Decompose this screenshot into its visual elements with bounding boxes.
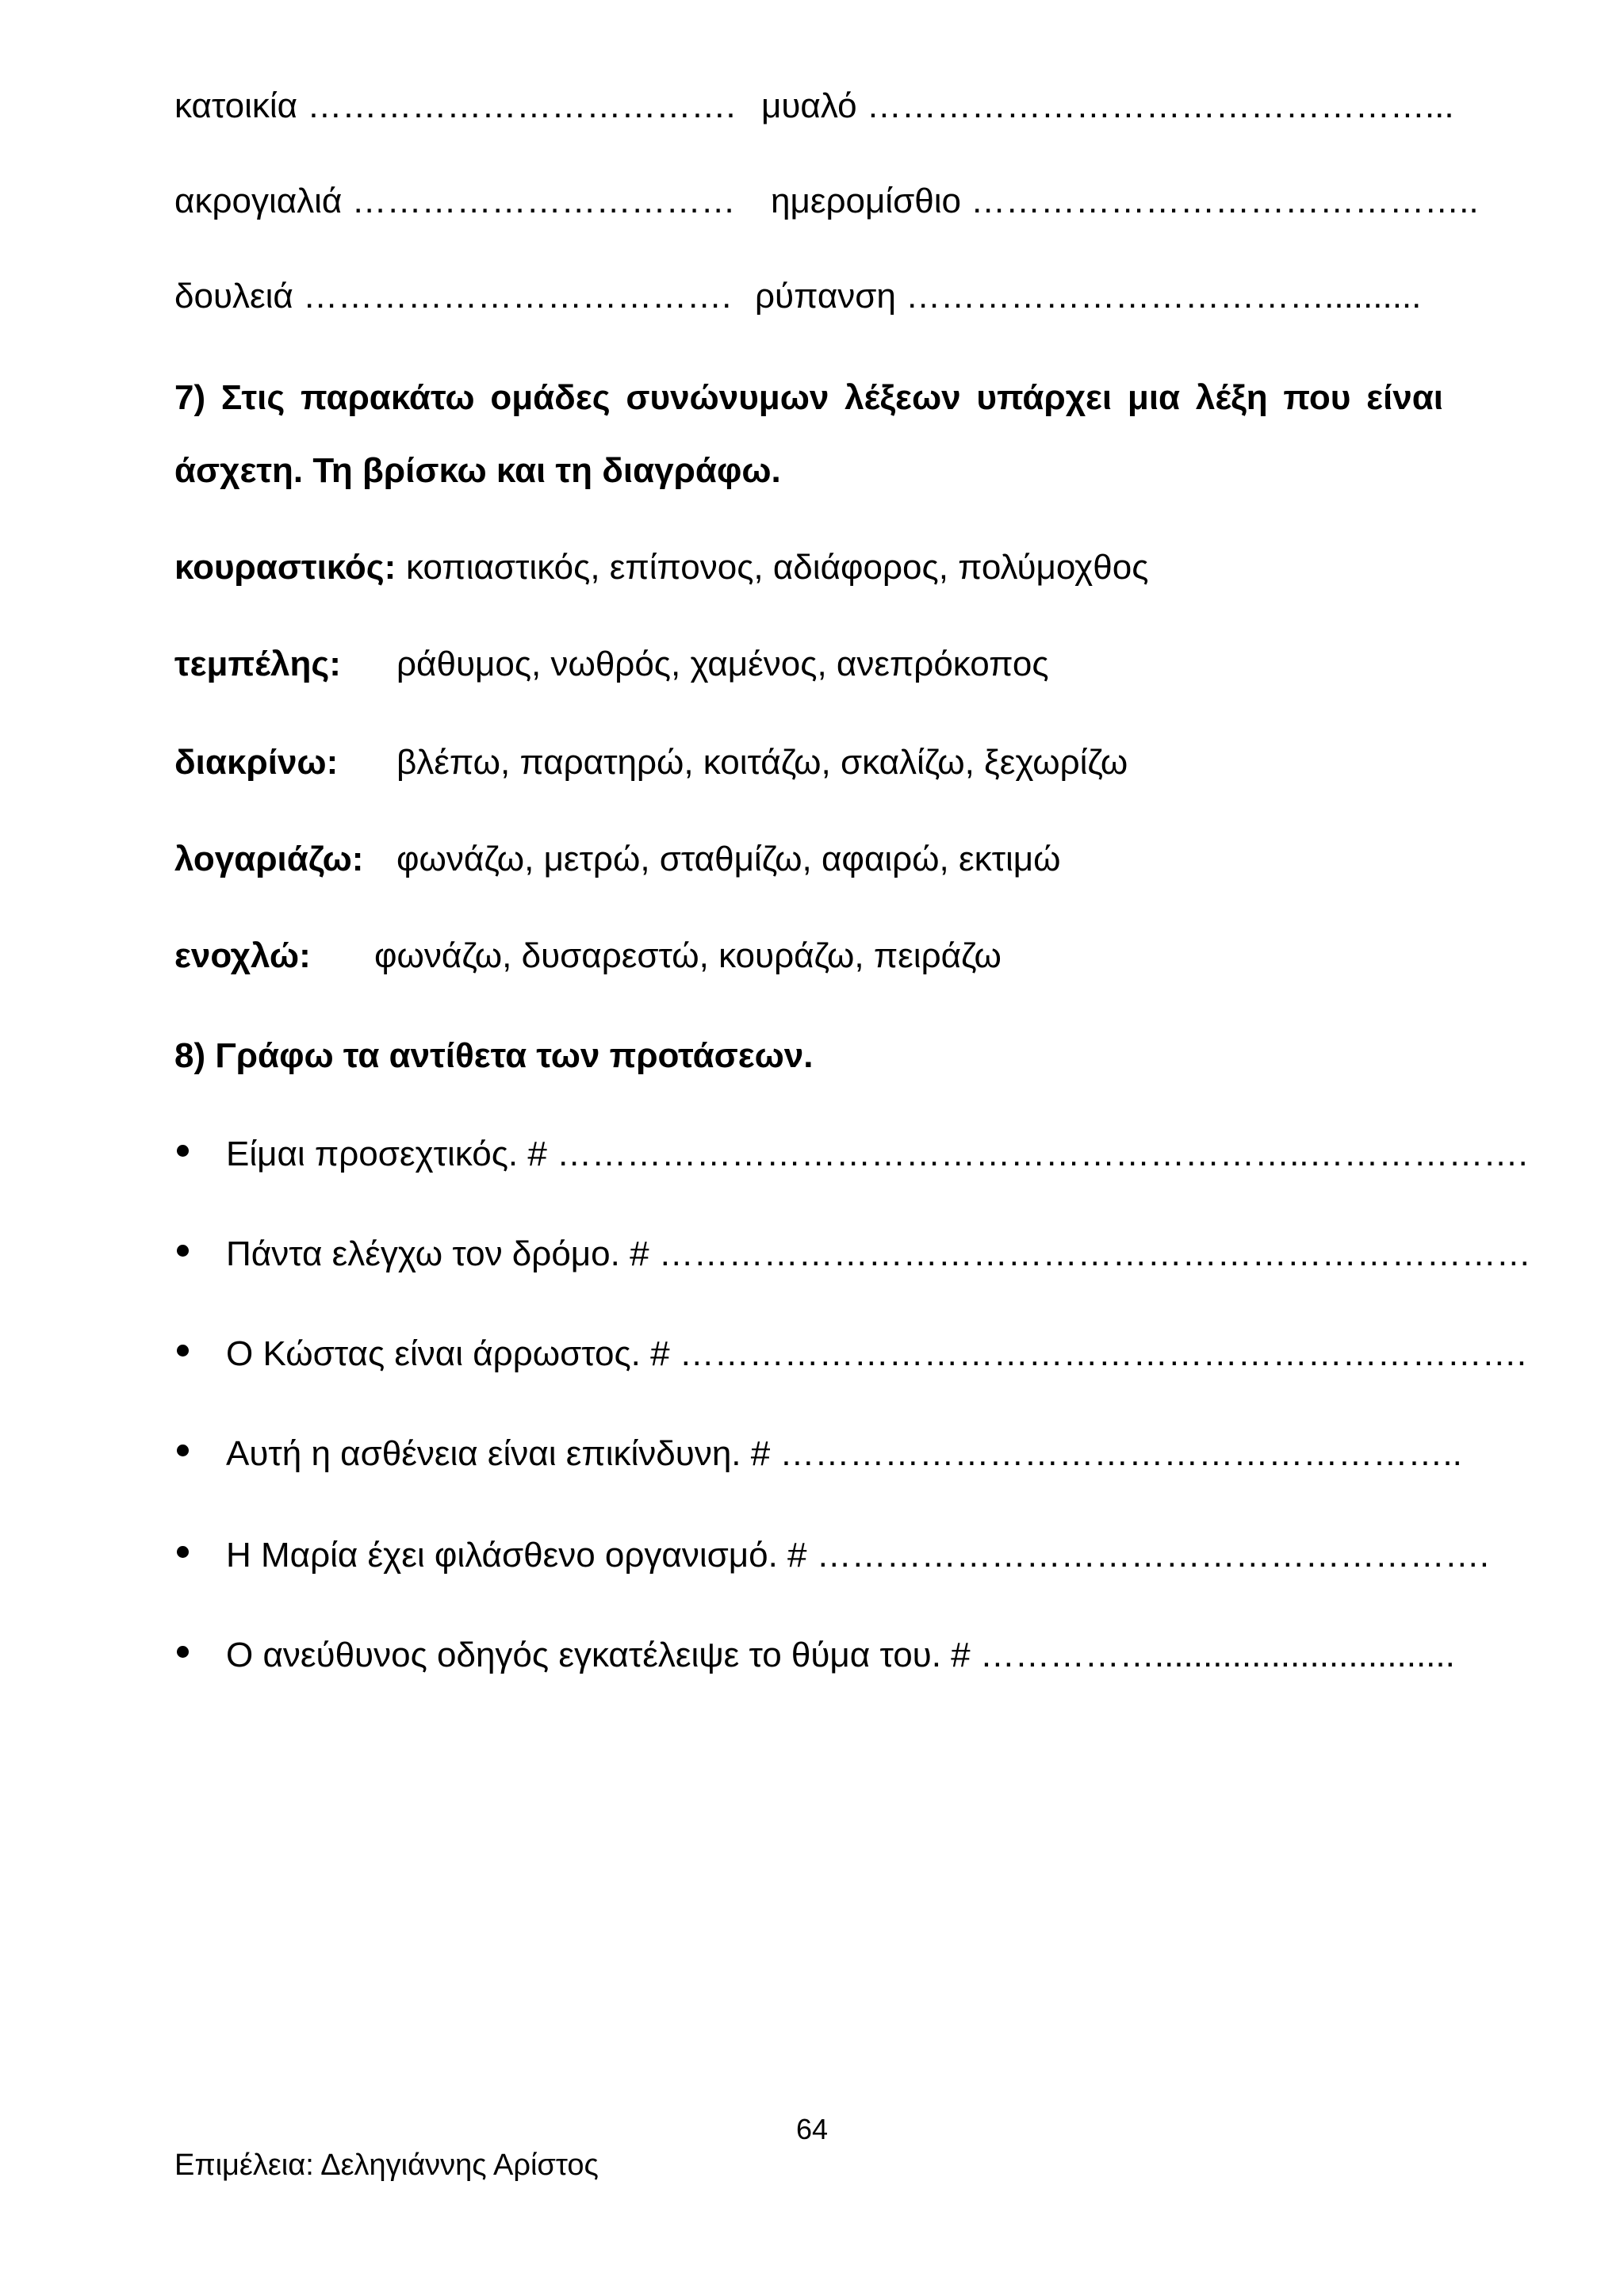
synonym-words: ράθυμος, νωθρός, χαμένος, ανεπρόκοπος (396, 645, 1049, 683)
antonym-item-text: Αυτή η ασθένεια είναι επικίνδυνη. # ………………………………………………….. (226, 1434, 1462, 1473)
word-pair-right: ρύπανση ……………………………….......... (755, 277, 1422, 316)
section-7-heading-line-2: άσχετη. Τη βρίσκω και τη διαγράφω. (174, 451, 781, 490)
synonym-headword: λογαριάζω: (174, 840, 364, 878)
bullet-icon (177, 1445, 189, 1456)
synonym-headword: κουραστικός: (174, 548, 396, 587)
word-pair-right: ημερομίσθιο …………………………………….. (771, 182, 1479, 220)
bullet-icon (177, 1245, 189, 1257)
word-pair-right: μυαλό …………………………………………... (761, 86, 1454, 125)
antonym-item (226, 1538, 1489, 1573)
synonym-headword: τεμπέλης: (174, 645, 341, 683)
antonym-item-text: Ο ανεύθυνος οδηγός εγκατέλειψε το θύμα του. # ……………............................... (226, 1636, 1455, 1674)
antonym-item (226, 1334, 1527, 1373)
synonym-headword: διακρίνω: (174, 743, 339, 782)
bullet-icon (177, 1646, 189, 1658)
antonym-item-text: Είμαι προσεχτικός. # ………………………………………………………..………………. (226, 1135, 1528, 1173)
bullet-icon (177, 1546, 189, 1558)
antonym-item (226, 1434, 1462, 1473)
antonym-item (226, 1137, 1528, 1172)
word-pair-left: ακρογιαλιά …………………………… (174, 182, 736, 220)
antonym-item (226, 1638, 1455, 1673)
page-number: 64 (795, 2113, 829, 2145)
synonym-words: φωνάζω, δυσαρεστώ, κουράζω, πειράζω (374, 936, 1002, 975)
antonym-item-text: Ο Κώστας είναι άρρωστος. # ………………………………………………………………. (226, 1334, 1527, 1373)
word-pair-left: δουλειά ………………………………. (174, 277, 732, 316)
synonym-words: φωνάζω, μετρώ, σταθμίζω, αφαιρώ, εκτιμώ (396, 840, 1061, 878)
antonym-item-text: Πάντα ελέγχω τον δρόμο. # ………………………………………………………………… (226, 1234, 1531, 1273)
bullet-icon (177, 1145, 189, 1157)
synonym-words: βλέπω, παρατηρώ, κοιτάζω, σκαλίζω, ξεχωρίζω (396, 743, 1128, 782)
antonym-item (226, 1234, 1531, 1273)
section-7-heading-line-1: 7) Στις παρακάτω ομάδες συνώνυμων λέξεων υπάρχει μια λέξη που είναι (174, 378, 1443, 417)
footer-credit: Επιμέλεια: Δεληγιάννης Αρίστος (174, 2149, 599, 2182)
section-8-heading: 8) Γράφω τα αντίθετα των προτάσεων. (174, 1036, 814, 1075)
synonym-headword: ενοχλώ: (174, 936, 311, 975)
bullet-icon (177, 1345, 189, 1357)
antonym-item-text: Η Μαρία έχει φιλάσθενο οργανισμό. # …………………………………………………. (226, 1536, 1489, 1575)
synonym-words: κοπιαστικός, επίπονος, αδιάφορος, πολύμοχθος (406, 548, 1149, 587)
word-pair-left: κατοικία ………………………………. (174, 86, 736, 125)
